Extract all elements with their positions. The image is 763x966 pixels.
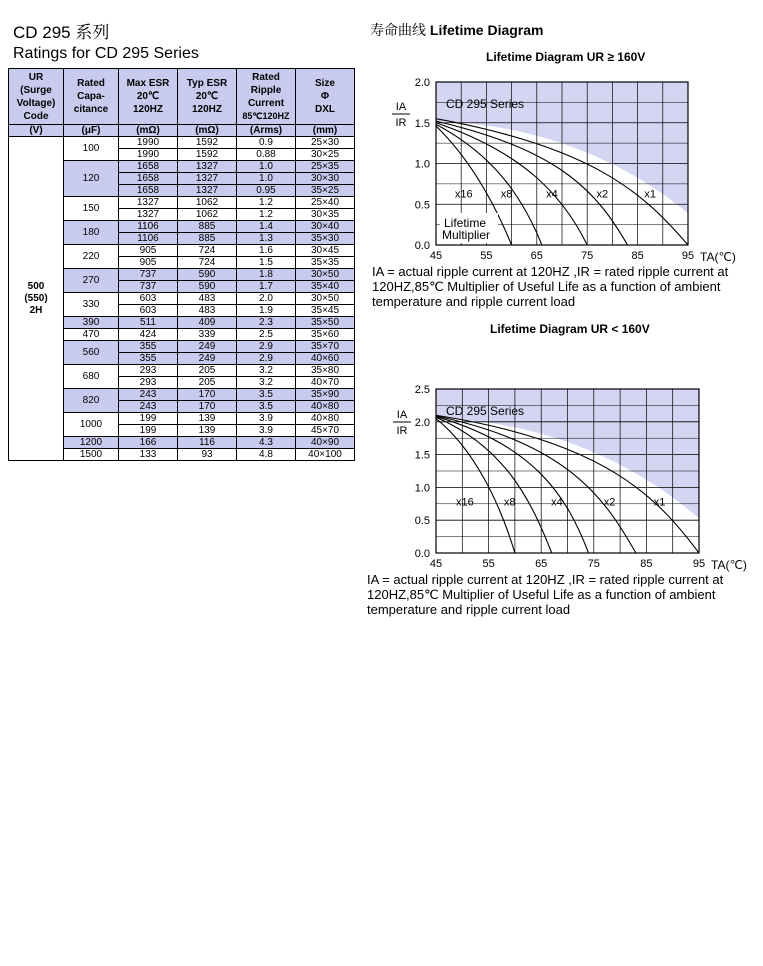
table-cell: 249 — [178, 341, 237, 353]
table-cell: 1.2 — [237, 197, 296, 209]
voltage-code-line: 500 — [27, 280, 45, 292]
y-axis-label-bottom: IR — [395, 117, 407, 129]
curve-label: x16 — [454, 188, 473, 201]
header-max-esr-line: 20℃ — [136, 91, 160, 102]
capacitance-cell: 390 — [64, 317, 119, 329]
table-cell: 724 — [178, 245, 237, 257]
table-cell: 1.6 — [237, 245, 296, 257]
unit-cell: (mΩ) — [178, 125, 237, 137]
y-tick-label: 1.0 — [414, 158, 430, 171]
table-cell: 30×40 — [296, 221, 355, 233]
table-cell: 139 — [178, 425, 237, 437]
table-cell: 2.3 — [237, 317, 296, 329]
table-cell: 905 — [119, 245, 178, 257]
table-cell: 2.5 — [237, 329, 296, 341]
table-cell: 170 — [178, 389, 237, 401]
x-tick-label: 55 — [480, 250, 493, 262]
table-cell: 139 — [178, 413, 237, 425]
table-cell: 243 — [119, 401, 178, 413]
voltage-code-line: (550) — [24, 292, 48, 304]
unit-cell: (μF) — [64, 125, 119, 137]
table-cell: 1658 — [119, 161, 178, 173]
unit-cell: (V) — [9, 125, 64, 137]
table-cell: 590 — [178, 269, 237, 281]
table-cell: 205 — [178, 377, 237, 389]
chart1-caption — [372, 264, 728, 309]
table-cell: 905 — [119, 257, 178, 269]
units-row — [9, 125, 355, 137]
table-cell: 0.88 — [237, 149, 296, 161]
header-capacitance-line: Capa- — [77, 91, 105, 102]
header-size-line: Φ — [320, 91, 330, 102]
table-cell: 199 — [119, 425, 178, 437]
curve-label: x2 — [596, 188, 609, 201]
header-capacitance-text — [64, 77, 118, 116]
table-cell: 511 — [119, 317, 178, 329]
y-tick-label: 2.0 — [414, 416, 430, 429]
table-cell: 2.9 — [237, 353, 296, 365]
header-ripple-line: Current — [247, 97, 285, 109]
header-max-esr-line: Max ESR — [126, 78, 170, 89]
y-axis-label-top: IA — [395, 101, 407, 113]
lifetime-heading-en: Lifetime Diagram — [429, 22, 544, 38]
table-cell: 40×80 — [296, 401, 355, 413]
table-cell: 1327 — [178, 161, 237, 173]
table-cell: 483 — [178, 293, 237, 305]
header-typ-esr — [178, 69, 237, 125]
capacitance-cell: 820 — [64, 389, 119, 413]
table-cell: 0.95 — [237, 185, 296, 197]
curve-x16 — [436, 419, 515, 553]
ratings-table — [8, 68, 355, 461]
table-cell: 35×60 — [296, 329, 355, 341]
table-cell: 1990 — [119, 149, 178, 161]
capacitance-cell: 1200 — [64, 437, 119, 449]
chart2-caption — [367, 572, 723, 617]
capacitance-cell: 220 — [64, 245, 119, 269]
capacitance-cell: 100 — [64, 137, 119, 161]
capacitance-cell: 150 — [64, 197, 119, 221]
y-tick-label: 2.5 — [414, 384, 430, 396]
table-cell: 293 — [119, 365, 178, 377]
header-ripple-line: 85℃120HZ — [242, 110, 290, 121]
table-cell: 1062 — [178, 197, 237, 209]
capacitance-cell: 470 — [64, 329, 119, 341]
table-cell: 45×70 — [296, 425, 355, 437]
table-cell: 1.0 — [237, 173, 296, 185]
header-ripple — [237, 69, 296, 125]
x-tick-label: 45 — [429, 250, 443, 262]
header-max-esr-text — [119, 77, 177, 116]
unit-cell: (mm) — [296, 125, 355, 137]
table-cell: 170 — [178, 401, 237, 413]
table-cell: 1.7 — [237, 281, 296, 293]
table-cell: 35×40 — [296, 281, 355, 293]
table-cell: 116 — [178, 437, 237, 449]
x-tick-label: 75 — [581, 250, 594, 262]
header-max-esr-line: 120HZ — [132, 104, 163, 115]
capacitance-cell: 270 — [64, 269, 119, 293]
header-typ-esr-line: 20℃ — [195, 91, 219, 102]
table-cell: 1106 — [119, 221, 178, 233]
y-tick-label: 0.0 — [414, 548, 430, 560]
lifetime-chart-low-voltage — [380, 380, 760, 575]
table-cell: 25×40 — [296, 197, 355, 209]
curve-label: x8 — [503, 496, 516, 509]
curve-label: x8 — [500, 188, 513, 201]
annotation-line: Multiplier — [442, 228, 491, 242]
table-cell: 35×90 — [296, 389, 355, 401]
header-capacitance-line: citance — [73, 104, 109, 115]
table-cell: 199 — [119, 413, 178, 425]
table-cell: 30×30 — [296, 173, 355, 185]
header-code-line: Voltage) — [16, 97, 56, 109]
table-row — [9, 137, 355, 149]
table-cell: 1106 — [119, 233, 178, 245]
table-cell: 737 — [119, 281, 178, 293]
caption-line: temperature and ripple current load — [372, 294, 576, 309]
table-cell: 40×80 — [296, 413, 355, 425]
table-cell: 35×25 — [296, 185, 355, 197]
table-cell: 133 — [119, 449, 178, 461]
table-cell: 40×90 — [296, 437, 355, 449]
voltage-code-cell — [9, 137, 64, 461]
table-cell: 3.2 — [237, 377, 296, 389]
table-cell: 4.8 — [237, 449, 296, 461]
capacitance-cell: 120 — [64, 161, 119, 197]
table-cell: 2.0 — [237, 293, 296, 305]
capacitance-cell: 180 — [64, 221, 119, 245]
x-tick-label: 65 — [530, 250, 543, 262]
table-cell: 1592 — [178, 137, 237, 149]
header-code — [9, 69, 64, 125]
table-cell: 35×80 — [296, 365, 355, 377]
table-cell: 3.5 — [237, 401, 296, 413]
curve-label: x1 — [644, 188, 657, 201]
header-size — [296, 69, 355, 125]
table-cell: 409 — [178, 317, 237, 329]
capacitance-cell: 560 — [64, 341, 119, 365]
table-cell: 166 — [119, 437, 178, 449]
table-cell: 4.3 — [237, 437, 296, 449]
table-cell: 30×45 — [296, 245, 355, 257]
table-cell: 603 — [119, 293, 178, 305]
table-cell: 1.3 — [237, 233, 296, 245]
table-cell: 35×30 — [296, 233, 355, 245]
voltage-code-line: 2H — [29, 304, 43, 316]
table-cell: 339 — [178, 329, 237, 341]
table-cell: 40×100 — [296, 449, 355, 461]
series-label: CD 295 Series — [446, 404, 525, 418]
table-cell: 885 — [178, 221, 237, 233]
header-max-esr — [119, 69, 178, 125]
x-tick-label: 75 — [587, 558, 600, 570]
table-cell: 35×45 — [296, 305, 355, 317]
table-cell: 1327 — [119, 209, 178, 221]
header-ripple-line: Ripple — [250, 84, 282, 96]
table-cell: 35×70 — [296, 341, 355, 353]
page-title: CD 295 系列 — [13, 23, 110, 42]
table-cell: 30×35 — [296, 209, 355, 221]
y-tick-label: 0.0 — [414, 240, 430, 252]
table-cell: 1.0 — [237, 161, 296, 173]
header-capacitance-line: Rated — [77, 78, 105, 89]
x-axis-label: TA(℃) — [700, 250, 736, 264]
table-cell: 30×50 — [296, 269, 355, 281]
table-cell: 30×50 — [296, 293, 355, 305]
table-cell: 93 — [178, 449, 237, 461]
lifetime-heading — [370, 20, 543, 40]
lifetime-heading-cn: 寿命曲线 — [370, 22, 426, 38]
table-cell: 1327 — [178, 173, 237, 185]
unit-cell: (Arms) — [237, 125, 296, 137]
table-cell: 1.5 — [237, 257, 296, 269]
table-cell: 205 — [178, 365, 237, 377]
header-code-line: UR — [28, 71, 44, 83]
table-cell: 1592 — [178, 149, 237, 161]
table-cell: 424 — [119, 329, 178, 341]
header-typ-esr-line: Typ ESR — [186, 78, 228, 89]
table-cell: 1.8 — [237, 269, 296, 281]
header-code-text — [9, 71, 63, 123]
chart2-title: Lifetime Diagram UR < 160V — [490, 322, 650, 336]
x-tick-label: 55 — [482, 558, 495, 570]
y-tick-label: 0.5 — [414, 515, 430, 528]
x-tick-label: 85 — [631, 250, 644, 262]
capacitance-cell: 1500 — [64, 449, 119, 461]
table-cell: 1.2 — [237, 209, 296, 221]
table-cell: 25×35 — [296, 161, 355, 173]
header-ripple-text — [237, 71, 295, 123]
table-cell: 1.9 — [237, 305, 296, 317]
table-cell: 355 — [119, 353, 178, 365]
x-tick-label: 95 — [692, 558, 706, 570]
curve-label: x16 — [456, 496, 474, 509]
caption-line: IA = actual ripple current at 120HZ ,IR = rated ripple current at — [372, 264, 729, 279]
capacitance-cell: 1000 — [64, 413, 119, 437]
table-cell: 40×60 — [296, 353, 355, 365]
table-cell: 243 — [119, 389, 178, 401]
table-cell: 35×35 — [296, 257, 355, 269]
table-cell: 724 — [178, 257, 237, 269]
header-typ-esr-line: 120HZ — [191, 104, 222, 115]
table-cell: 737 — [119, 269, 178, 281]
header-code-line: (Surge — [20, 84, 52, 96]
header-capacitance — [64, 69, 119, 125]
unit-cell: (mΩ) — [119, 125, 178, 137]
table-cell: 1327 — [119, 197, 178, 209]
caption-line: 120HZ,85℃ Multiplier of Useful Life as a function of ambient — [372, 279, 721, 294]
curve-label: x1 — [653, 496, 666, 509]
table-cell: 355 — [119, 341, 178, 353]
y-axis-label-bottom: IR — [396, 425, 408, 437]
table-cell: 2.9 — [237, 341, 296, 353]
table-cell: 3.9 — [237, 425, 296, 437]
table-cell: 483 — [178, 305, 237, 317]
caption-line: IA = actual ripple current at 120HZ ,IR = rated ripple current at — [367, 572, 724, 587]
annotation-line: Lifetime — [444, 216, 487, 230]
x-tick-label: 95 — [681, 250, 695, 262]
table-cell: 249 — [178, 353, 237, 365]
y-tick-label: 0.5 — [414, 199, 430, 212]
series-label: CD 295 Series — [446, 97, 525, 111]
header-code-line: Code — [23, 110, 49, 122]
curve-label: x4 — [546, 188, 558, 201]
table-cell: 1658 — [119, 185, 178, 197]
y-tick-label: 1.0 — [414, 482, 430, 495]
y-axis-label-top: IA — [396, 409, 408, 421]
table-cell: 3.2 — [237, 365, 296, 377]
curve-label: x2 — [603, 496, 616, 509]
header-size-text — [296, 77, 354, 116]
table-cell: 1990 — [119, 137, 178, 149]
caption-line: temperature and ripple current load — [367, 602, 571, 617]
header-size-line: Size — [314, 78, 335, 89]
header-typ-esr-text — [178, 77, 236, 116]
y-tick-label: 2.0 — [414, 77, 430, 89]
x-tick-label: 85 — [640, 558, 653, 570]
table-cell: 1062 — [178, 209, 237, 221]
header-size-line: DXL — [315, 104, 335, 115]
table-cell: 293 — [119, 377, 178, 389]
table-cell: 1327 — [178, 185, 237, 197]
table-cell: 25×30 — [296, 137, 355, 149]
table-cell: 35×50 — [296, 317, 355, 329]
table-cell: 1.4 — [237, 221, 296, 233]
header-ripple-line: Rated — [252, 71, 280, 83]
table-cell: 40×70 — [296, 377, 355, 389]
chart1-title: Lifetime Diagram UR ≥ 160V — [486, 50, 646, 64]
y-tick-label: 1.5 — [414, 117, 430, 130]
table-cell: 885 — [178, 233, 237, 245]
table-cell: 603 — [119, 305, 178, 317]
caption-line: 120HZ,85℃ Multiplier of Useful Life as a function of ambient — [367, 587, 716, 602]
table-cell: 3.9 — [237, 413, 296, 425]
curve-label: x4 — [551, 496, 563, 509]
table-cell: 30×25 — [296, 149, 355, 161]
x-axis-label: TA(℃) — [711, 558, 747, 572]
capacitance-cell: 330 — [64, 293, 119, 317]
lifetime-chart-high-voltage — [380, 72, 760, 272]
table-cell: 1658 — [119, 173, 178, 185]
page-subtitle: Ratings for CD 295 Series — [13, 45, 199, 62]
table-cell: 590 — [178, 281, 237, 293]
table-cell: 3.5 — [237, 389, 296, 401]
x-tick-label: 45 — [429, 558, 443, 570]
table-cell: 0.9 — [237, 137, 296, 149]
y-tick-label: 1.5 — [414, 449, 430, 462]
x-tick-label: 65 — [535, 558, 548, 570]
capacitance-cell: 680 — [64, 365, 119, 389]
